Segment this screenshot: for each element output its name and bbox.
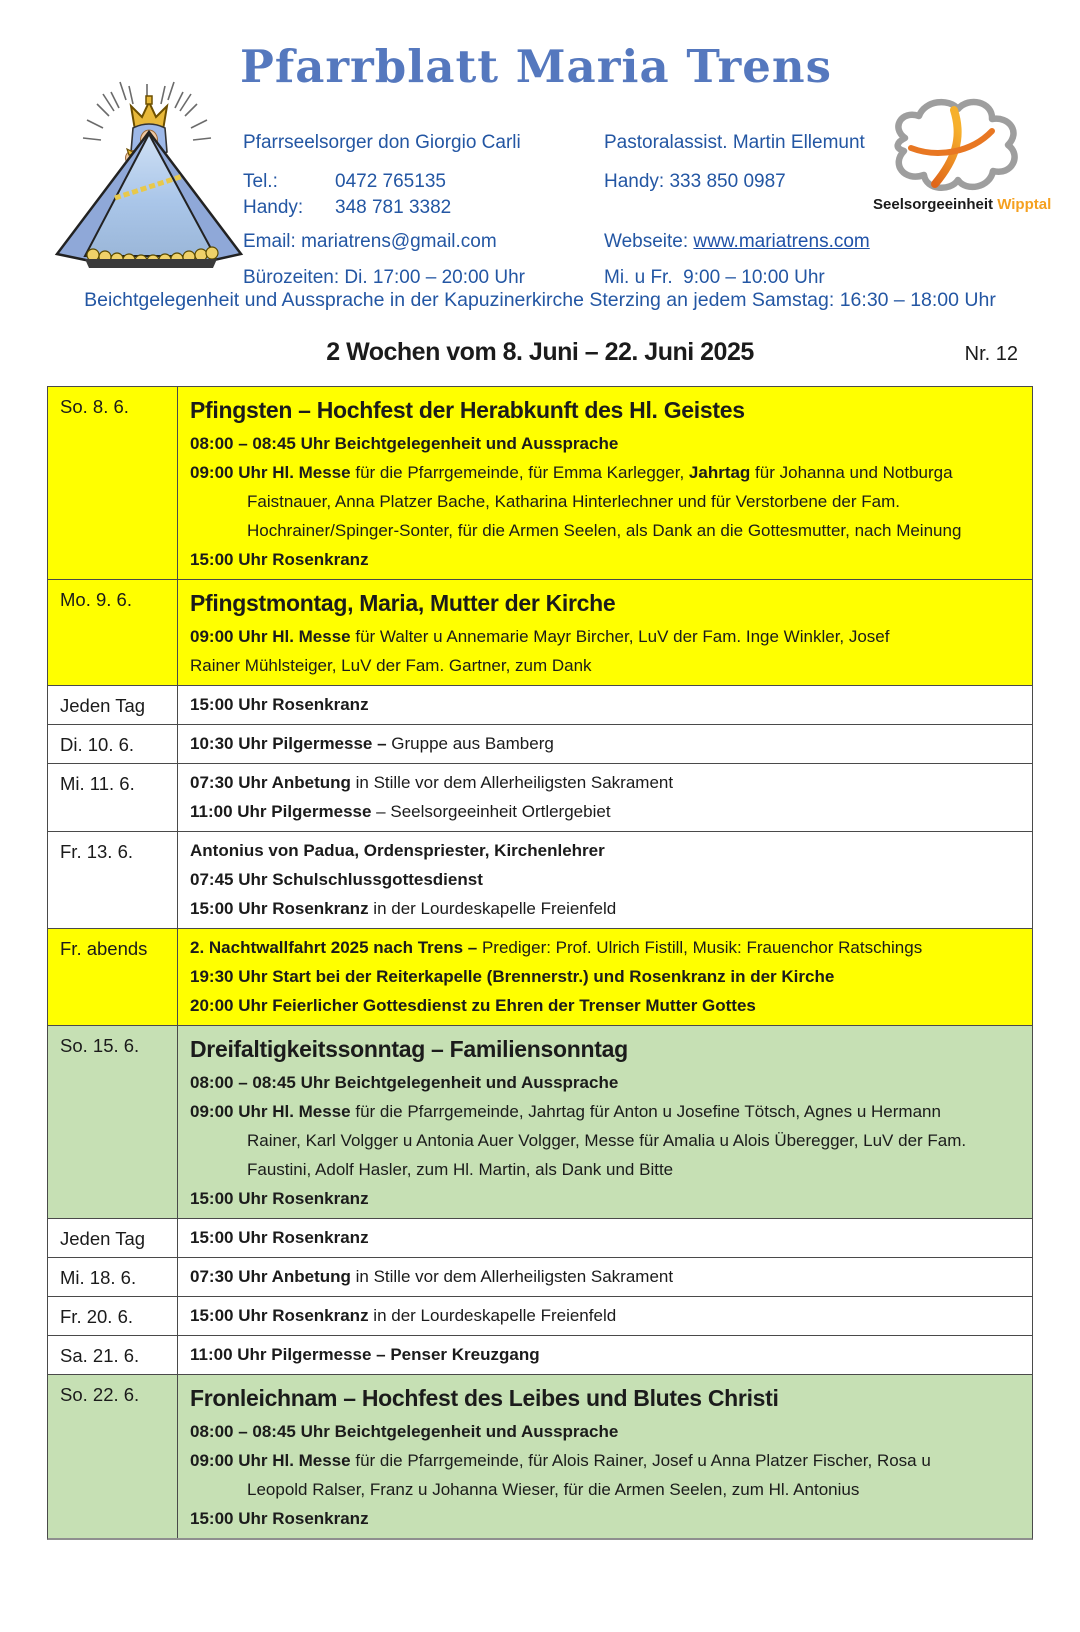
email-line: Email: mariatrens@gmail.com — [243, 231, 497, 252]
schedule-row-line: Faistnauer, Anna Platzer Bache, Katharina Hinterlechner und für Verstorbene der Fam. — [247, 492, 900, 511]
schedule-row-date: Mi. 11. 6. — [48, 764, 178, 831]
tel-value: 0472 765135 — [335, 171, 446, 192]
schedule-row-content — [178, 929, 1032, 1025]
schedule-row-content — [178, 1258, 1032, 1296]
schedule-row-content — [178, 725, 1032, 763]
schedule-row-heading: Dreifaltigkeitssonntag – Familiensonntag — [190, 1036, 628, 1062]
schedule-row-content — [178, 832, 1032, 928]
seelsorgeeinheit-wipptal-logo — [875, 96, 1033, 201]
schedule-row-line: 15:00 Uhr Rosenkranz — [190, 1189, 369, 1208]
schedule-row-line: 09:00 Uhr Hl. Messe für die Pfarrgemeinde, für Alois Rainer, Josef u Anna Platzer Fischer, Rosa u — [190, 1451, 931, 1470]
schedule-row-content — [178, 580, 1032, 685]
schedule-row — [48, 928, 1032, 1025]
schedule-row-line: 08:00 – 08:45 Uhr Beichtgelegenheit und Aussprache — [190, 1073, 619, 1092]
schedule-row-line: Rainer, Karl Volgger u Antonia Auer Volgger, Messe für Amalia u Alois Überegger, LuV der Fam. — [247, 1131, 967, 1150]
schedule-row-line: 15:00 Uhr Rosenkranz in der Lourdeskapelle Freienfeld — [190, 1306, 617, 1325]
schedule-row-line: 09:00 Uhr Hl. Messe für die Pfarrgemeinde, für Emma Karlegger, Jahrtag für Johanna und Notburga — [190, 463, 953, 482]
madonna-statue-image — [45, 76, 250, 281]
office-hours-right: Mi. u Fr. 9:00 – 10:00 Uhr — [604, 267, 825, 288]
schedule-row-content — [178, 1336, 1032, 1374]
schedule-row — [48, 1335, 1032, 1374]
bottom-margin — [0, 1540, 1080, 1632]
priest-name: Pfarrseelsorger don Giorgio Carli — [243, 132, 521, 153]
handy-label: Handy: — [243, 197, 304, 218]
schedule-row-line: Rainer Mühlsteiger, LuV der Fam. Gartner, zum Dank — [190, 656, 592, 675]
tel-line — [243, 169, 446, 195]
schedule-row-date: Fr. 20. 6. — [48, 1297, 178, 1335]
schedule-row-heading: Pfingstmontag, Maria, Mutter der Kirche — [190, 590, 616, 616]
schedule-row-date: So. 8. 6. — [48, 387, 178, 579]
schedule-row — [48, 579, 1032, 685]
schedule-row-line: 20:00 Uhr Feierlicher Gottesdienst zu Ehren der Trenser Mutter Gottes — [190, 996, 756, 1015]
schedule-row-content — [178, 1375, 1032, 1538]
schedule-row-line: 19:30 Uhr Start bei der Reiterkapelle (Brennerstr.) und Rosenkranz in der Kirche — [190, 967, 835, 986]
handy-line — [243, 195, 451, 221]
schedule-row-date: So. 15. 6. — [48, 1026, 178, 1218]
schedule-row — [48, 724, 1032, 763]
schedule-row — [48, 685, 1032, 724]
schedule-row-line: 15:00 Uhr Rosenkranz — [190, 1509, 369, 1528]
schedule-row-content — [178, 1026, 1032, 1218]
issue-number: Nr. 12 — [964, 343, 1018, 365]
schedule-row — [48, 1257, 1032, 1296]
schedule-row — [48, 763, 1032, 831]
schedule-row — [48, 387, 1032, 579]
schedule-row-line: 15:00 Uhr Rosenkranz — [190, 695, 369, 714]
logo-caption-orange: Wipptal — [997, 196, 1052, 213]
schedule-row-content — [178, 387, 1032, 579]
schedule-row-line: Antonius von Padua, Ordenspriester, Kirchenlehrer — [190, 841, 605, 860]
schedule-row-line: 11:00 Uhr Pilgermesse – Seelsorgeeinheit Ortlergebiet — [190, 802, 611, 821]
schedule-row-content — [178, 1297, 1032, 1335]
website-line — [604, 229, 870, 255]
schedule-row — [48, 1218, 1032, 1257]
schedule-row-heading: Fronleichnam – Hochfest des Leibes und Blutes Christi — [190, 1385, 779, 1411]
schedule-row-content — [178, 686, 1032, 724]
office-hours-left: Bürozeiten: Di. 17:00 – 20:00 Uhr — [243, 267, 526, 288]
assistant-handy: Handy: 333 850 0987 — [604, 171, 786, 192]
schedule-row-date: Mo. 9. 6. — [48, 580, 178, 685]
schedule-row-date: Fr. 13. 6. — [48, 832, 178, 928]
schedule-row-date: Di. 10. 6. — [48, 725, 178, 763]
schedule-row-line: 08:00 – 08:45 Uhr Beichtgelegenheit und Aussprache — [190, 1422, 619, 1441]
schedule-row-line: 09:00 Uhr Hl. Messe für Walter u Annemarie Mayr Bircher, LuV der Fam. Inge Winkler, Josef — [190, 627, 890, 646]
newsletter-header — [0, 0, 1080, 330]
schedule-row-line: 10:30 Uhr Pilgermesse – Gruppe aus Bamberg — [190, 734, 554, 753]
schedule-row — [48, 1025, 1032, 1218]
schedule-row — [48, 831, 1032, 928]
schedule-row-line: Hochrainer/Spinger-Sonter, für die Armen Seelen, als Dank an die Gottesmutter, nach Meinung — [247, 521, 962, 540]
schedule-row-date: Sa. 21. 6. — [48, 1336, 178, 1374]
schedule-row-date: Jeden Tag — [48, 686, 178, 724]
schedule-row — [48, 1296, 1032, 1335]
website-link[interactable]: www.mariatrens.com — [693, 231, 870, 252]
schedule-row-line: 07:30 Uhr Anbetung in Stille vor dem Allerheiligsten Sakrament — [190, 1267, 674, 1286]
page-title: Pfarrblatt Maria Trens — [240, 40, 832, 93]
schedule-row-line: Faustini, Adolf Hasler, zum Hl. Martin, als Dank und Bitte — [247, 1160, 674, 1179]
schedule-row-heading: Pfingsten – Hochfest der Herabkunft des Hl. Geistes — [190, 397, 745, 423]
schedule-row-line: 07:45 Uhr Schulschlussgottesdienst — [190, 870, 483, 889]
issue-title: 2 Wochen vom 8. Juni – 22. Juni 2025 — [326, 338, 754, 366]
logo-caption — [873, 196, 1052, 213]
handy-value: 348 781 3382 — [335, 197, 452, 218]
logo-caption-black: Seelsorgeeinheit — [873, 196, 998, 213]
schedule-row-line: 09:00 Uhr Hl. Messe für die Pfarrgemeinde, Jahrtag für Anton u Josefine Tötsch, Agnes u Hermann — [190, 1102, 941, 1121]
schedule-table — [47, 386, 1033, 1540]
schedule-row-line: 07:30 Uhr Anbetung in Stille vor dem Allerheiligsten Sakrament — [190, 773, 674, 792]
tel-label: Tel.: — [243, 171, 278, 192]
schedule-row-line: Leopold Ralser, Franz u Johanna Wieser, für die Armen Seelen, zum Hl. Antonius — [247, 1480, 860, 1499]
schedule-row-date: So. 22. 6. — [48, 1375, 178, 1538]
website-label: Webseite: — [604, 231, 694, 252]
schedule-row-content — [178, 764, 1032, 831]
issue-line — [0, 338, 1080, 382]
schedule-row-date: Fr. abends — [48, 929, 178, 1025]
schedule-row — [48, 1374, 1032, 1538]
schedule-row-line: 08:00 – 08:45 Uhr Beichtgelegenheit und Aussprache — [190, 434, 619, 453]
assistant-name: Pastoralassist. Martin Ellemunt — [604, 132, 865, 153]
schedule-row-line: 15:00 Uhr Rosenkranz — [190, 1228, 369, 1247]
schedule-row-line: 15:00 Uhr Rosenkranz in der Lourdeskapelle Freienfeld — [190, 899, 617, 918]
confession-info-line: Beichtgelegenheit und Aussprache in der Kapuzinerkirche Sterzing an jedem Samstag: 16:30 – 18:00 Uhr — [84, 289, 996, 311]
schedule-row-content — [178, 1219, 1032, 1257]
schedule-row-line: 11:00 Uhr Pilgermesse – Penser Kreuzgang — [190, 1345, 540, 1364]
schedule-row-date: Mi. 18. 6. — [48, 1258, 178, 1296]
schedule-row-date: Jeden Tag — [48, 1219, 178, 1257]
schedule-row-line: 2. Nachtwallfahrt 2025 nach Trens – Prediger: Prof. Ulrich Fistill, Musik: Frauenchor Ratschings — [190, 938, 923, 957]
schedule-row-line: 15:00 Uhr Rosenkranz — [190, 550, 369, 569]
